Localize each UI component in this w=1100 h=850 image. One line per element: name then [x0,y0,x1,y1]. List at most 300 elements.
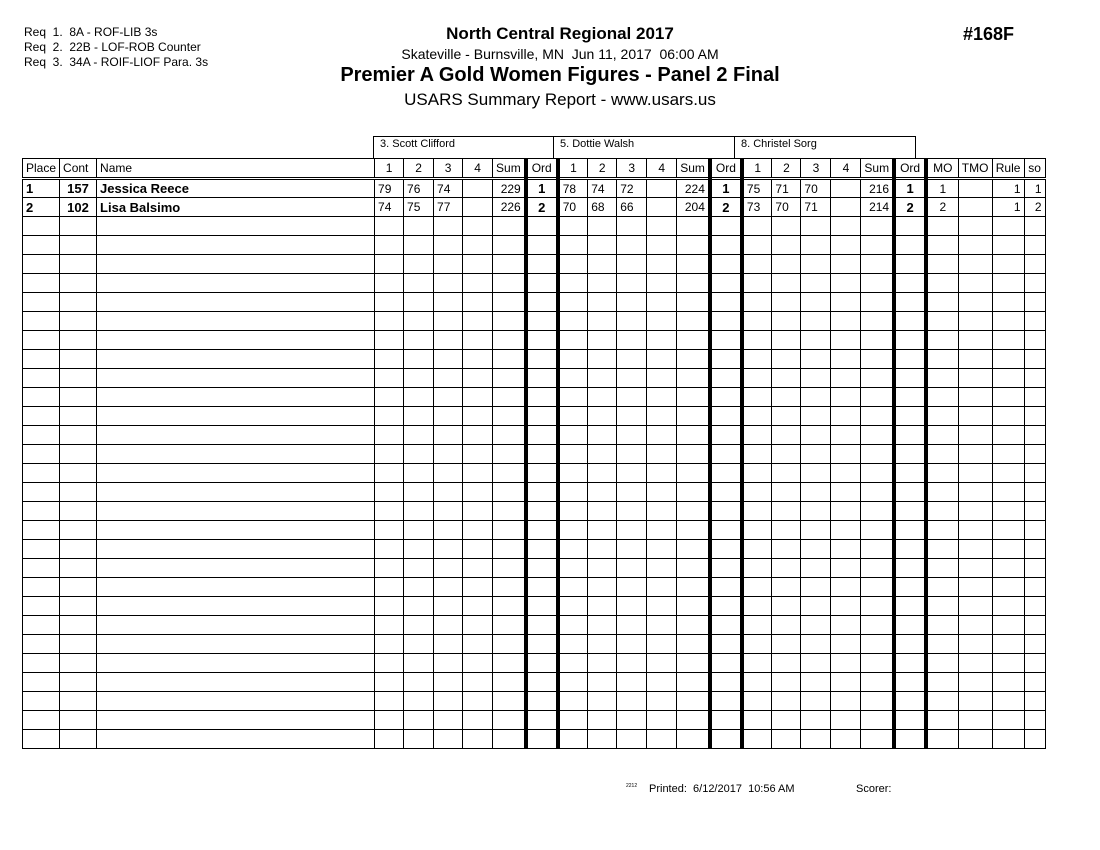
cell-mo [926,388,958,407]
cell-j3-ord: 2 [894,198,926,217]
cell-j2-s3 [617,445,647,464]
cell-place [23,635,60,654]
cell-j2-sum [677,407,710,426]
cell-j1-s3 [434,597,463,616]
cell-j3-ord [894,635,926,654]
cell-j2-s1: 78 [558,179,588,198]
col-cont: Cont [60,159,97,179]
cell-place [23,597,60,616]
empty-row [23,331,1046,350]
cell-j1-s2 [404,730,434,749]
cell-mo [926,331,958,350]
cell-mo [926,426,958,445]
cell-so [1024,616,1045,635]
cell-j1-sum [493,654,526,673]
cell-j2-s3 [617,654,647,673]
cell-tmo [958,312,992,331]
cell-j3-s2 [772,597,801,616]
cell-j3-s1 [742,331,772,350]
cell-mo [926,312,958,331]
cell-j1-s2 [404,426,434,445]
cell-j1-ord [526,654,558,673]
cell-rule [992,578,1024,597]
cell-j2-s3 [617,597,647,616]
cell-j1-s3 [434,711,463,730]
cell-j1-s1 [375,673,404,692]
cell-j1-ord [526,369,558,388]
empty-row [23,464,1046,483]
cell-j3-s4 [831,540,861,559]
cell-j2-s4 [647,711,677,730]
cell-j1-s2 [404,540,434,559]
cell-tmo [958,730,992,749]
cell-j1-s3 [434,388,463,407]
cell-j3-sum: 216 [861,179,894,198]
cell-j1-ord [526,426,558,445]
cell-j3-s1 [742,217,772,236]
col-mo: MO [926,159,958,179]
cell-j1-s2 [404,217,434,236]
cell-j3-s1 [742,502,772,521]
empty-row [23,388,1046,407]
cell-j1-sum: 226 [493,198,526,217]
cell-rule [992,597,1024,616]
cell-j2-s2 [588,445,617,464]
cell-j1-s2 [404,255,434,274]
cell-j2-sum [677,217,710,236]
cell-j2-s3 [617,217,647,236]
cell-j2-ord [710,274,742,293]
cell-j3-s4 [831,350,861,369]
cell-place [23,502,60,521]
cell-j3-ord [894,274,926,293]
cell-j3-s3 [801,217,831,236]
cell-j3-sum [861,464,894,483]
cell-j3-s2 [772,654,801,673]
cell-j3-s1: 73 [742,198,772,217]
cell-j1-s2 [404,236,434,255]
cell-mo [926,369,958,388]
cell-mo [926,293,958,312]
cell-j1-ord [526,559,558,578]
cell-j3-s1 [742,407,772,426]
cell-j2-s1 [558,426,588,445]
cell-j1-ord [526,616,558,635]
cell-j1-s1 [375,312,404,331]
cell-j2-s3 [617,388,647,407]
cell-j2-ord [710,673,742,692]
cell-j2-ord [710,616,742,635]
printed-timestamp: Printed: 6/12/2017 10:56 AM [649,783,795,795]
cell-mo [926,616,958,635]
cell-j1-s1 [375,654,404,673]
cell-j1-sum [493,730,526,749]
cell-j3-s2 [772,274,801,293]
cell-j3-sum [861,445,894,464]
cell-j3-s1 [742,635,772,654]
cell-so [1024,407,1045,426]
col-name: Name [97,159,375,179]
cell-j3-s4 [831,616,861,635]
cell-name [97,502,375,521]
cell-j2-ord [710,388,742,407]
cell-j1-s1 [375,730,404,749]
cell-mo [926,521,958,540]
cell-j2-sum [677,388,710,407]
cell-j3-s1 [742,616,772,635]
cell-j2-ord [710,654,742,673]
cell-j1-s1: 74 [375,198,404,217]
cell-place [23,521,60,540]
cell-mo [926,407,958,426]
cell-tmo [958,255,992,274]
cell-name [97,730,375,749]
cell-j2-sum [677,654,710,673]
cell-j2-s1 [558,673,588,692]
cell-j1-ord [526,217,558,236]
cell-j2-s1 [558,407,588,426]
cell-j3-s3 [801,673,831,692]
cell-j3-s2 [772,312,801,331]
cell-j3-s4 [831,692,861,711]
cell-j2-ord [710,312,742,331]
cell-j1-s2 [404,578,434,597]
cell-so [1024,483,1045,502]
cell-j2-s2 [588,388,617,407]
cell-j3-ord [894,369,926,388]
col-tmo: TMO [958,159,992,179]
cell-j2-sum [677,350,710,369]
cell-cont [60,540,97,559]
cell-j2-s4 [647,217,677,236]
cell-j3-ord [894,521,926,540]
cell-place [23,312,60,331]
cell-j3-ord: 1 [894,179,926,198]
cell-j1-s4 [463,426,493,445]
cell-j2-s4 [647,312,677,331]
cell-j2-sum [677,369,710,388]
cell-j1-s4 [463,502,493,521]
cell-j3-s3 [801,654,831,673]
cell-mo [926,502,958,521]
cell-j1-ord [526,388,558,407]
cell-rule [992,369,1024,388]
cell-j1-ord [526,312,558,331]
cell-tmo [958,616,992,635]
empty-row [23,407,1046,426]
cell-j2-s4 [647,673,677,692]
cell-j1-s2 [404,711,434,730]
cell-rule [992,502,1024,521]
cell-mo [926,654,958,673]
cell-j3-s2 [772,616,801,635]
cell-j1-s3 [434,692,463,711]
cell-j2-s1 [558,616,588,635]
cell-mo [926,711,958,730]
cell-j3-s3 [801,445,831,464]
cell-j2-ord [710,521,742,540]
cell-j3-s2 [772,578,801,597]
cell-so: 2 [1024,198,1045,217]
cell-j2-ord [710,730,742,749]
cell-name [97,578,375,597]
cell-mo [926,483,958,502]
cell-j1-s3 [434,521,463,540]
cell-j3-s2 [772,502,801,521]
cell-rule [992,407,1024,426]
cell-rule [992,521,1024,540]
cell-j1-ord: 1 [526,179,558,198]
cell-j2-s1 [558,483,588,502]
cell-place [23,369,60,388]
cell-j1-s2: 75 [404,198,434,217]
cell-j2-s4 [647,502,677,521]
cell-cont [60,711,97,730]
cell-j2-sum: 224 [677,179,710,198]
cell-j3-s4 [831,578,861,597]
cell-j2-s3 [617,255,647,274]
cell-j1-s2 [404,369,434,388]
cell-j3-sum [861,673,894,692]
cell-place [23,540,60,559]
cell-name [97,616,375,635]
cell-j1-ord [526,578,558,597]
cell-j2-sum [677,597,710,616]
cell-j3-s4 [831,597,861,616]
cell-j2-s2 [588,293,617,312]
cell-j3-sum [861,559,894,578]
cell-j2-s1 [558,350,588,369]
cell-j1-s4 [463,369,493,388]
cell-place [23,445,60,464]
cell-j1-sum [493,445,526,464]
cell-name [97,274,375,293]
cell-j2-sum [677,255,710,274]
cell-mo: 2 [926,198,958,217]
cell-j1-sum [493,407,526,426]
cell-j1-s4 [463,464,493,483]
cell-j3-s1 [742,483,772,502]
cell-j3-s4 [831,388,861,407]
cell-j2-sum [677,616,710,635]
cell-j3-s2 [772,293,801,312]
cell-j2-s1: 70 [558,198,588,217]
empty-row [23,692,1046,711]
cell-so [1024,597,1045,616]
cell-place: 1 [23,179,60,198]
cell-j1-s3 [434,502,463,521]
cell-j1-s2 [404,388,434,407]
cell-rule [992,217,1024,236]
cell-j1-ord [526,445,558,464]
cell-j2-s2 [588,559,617,578]
cell-j1-sum [493,312,526,331]
cell-j3-s1 [742,730,772,749]
cell-j3-ord [894,711,926,730]
cell-j3-s2 [772,540,801,559]
cell-j3-s1 [742,350,772,369]
cell-j3-sum [861,483,894,502]
cell-name [97,559,375,578]
cell-j2-s3 [617,673,647,692]
cell-j1-s4 [463,331,493,350]
cell-j3-ord [894,312,926,331]
cell-j2-s3 [617,730,647,749]
cell-j3-s2 [772,730,801,749]
col-j2-fig2: 2 [588,159,617,179]
cell-j2-sum [677,331,710,350]
cell-place [23,331,60,350]
cell-j3-s2 [772,673,801,692]
cell-name [97,597,375,616]
cell-j2-s2 [588,217,617,236]
cell-j2-s3 [617,464,647,483]
cell-so [1024,426,1045,445]
cell-mo [926,255,958,274]
cell-j1-sum [493,350,526,369]
cell-j1-s2 [404,673,434,692]
cell-j1-s1 [375,483,404,502]
cell-j1-ord [526,540,558,559]
cell-j3-sum [861,293,894,312]
cell-rule [992,464,1024,483]
cell-j2-s1 [558,578,588,597]
cell-name [97,426,375,445]
cell-j2-s1 [558,236,588,255]
cell-j2-s2 [588,635,617,654]
cell-j1-s1 [375,407,404,426]
cell-j2-sum [677,692,710,711]
cell-j2-s3 [617,369,647,388]
cell-j1-sum [493,426,526,445]
cell-name: Lisa Balsimo [97,198,375,217]
empty-row [23,730,1046,749]
cell-j2-s3 [617,635,647,654]
cell-rule [992,654,1024,673]
cell-j1-s4 [463,445,493,464]
cell-j1-s1 [375,635,404,654]
cell-j3-s3 [801,483,831,502]
cell-name [97,331,375,350]
cell-place [23,616,60,635]
cell-j1-s3 [434,616,463,635]
cell-j3-ord [894,654,926,673]
cell-j3-ord [894,426,926,445]
cell-j1-sum [493,293,526,312]
requirement-2: Req 2. 22B - LOF-ROB Counter [24,40,201,54]
cell-so [1024,540,1045,559]
empty-row [23,255,1046,274]
cell-j2-ord [710,426,742,445]
cell-j3-sum [861,730,894,749]
cell-j3-ord [894,730,926,749]
cell-j1-s1 [375,464,404,483]
cell-j1-s4 [463,597,493,616]
cell-j3-ord [894,350,926,369]
cell-j3-sum [861,692,894,711]
cell-j3-s2 [772,464,801,483]
requirement-1: Req 1. 8A - ROF-LIB 3s [24,25,158,39]
cell-j3-s4 [831,502,861,521]
cell-j2-s4 [647,445,677,464]
cell-j3-s3 [801,502,831,521]
cell-j1-s3 [434,236,463,255]
cell-name [97,540,375,559]
cell-cont [60,597,97,616]
cell-j3-s2 [772,426,801,445]
cell-cont [60,483,97,502]
cell-j2-s2 [588,274,617,293]
cell-j2-ord: 1 [710,179,742,198]
cell-j3-ord [894,578,926,597]
cell-tmo [958,521,992,540]
cell-j1-s4 [463,312,493,331]
cell-j1-s4 [463,692,493,711]
cell-j3-sum [861,350,894,369]
col-so: so [1024,159,1045,179]
cell-name [97,483,375,502]
cell-so [1024,730,1045,749]
cell-cont: 157 [60,179,97,198]
cell-so [1024,502,1045,521]
cell-j3-s3 [801,635,831,654]
cell-j1-s3 [434,654,463,673]
cell-tmo [958,388,992,407]
cell-so [1024,274,1045,293]
cell-name [97,464,375,483]
cell-j1-s2 [404,559,434,578]
cell-j1-ord [526,293,558,312]
cell-j3-ord [894,464,926,483]
cell-j1-s3: 74 [434,179,463,198]
cell-j3-s1 [742,540,772,559]
cell-j2-s4 [647,597,677,616]
cell-j1-s3 [434,483,463,502]
cell-j1-s1 [375,331,404,350]
cell-j3-s1 [742,426,772,445]
cell-j1-s4 [463,635,493,654]
cell-j3-sum [861,407,894,426]
cell-j3-s1 [742,597,772,616]
cell-j1-s4 [463,559,493,578]
cell-j1-s4 [463,217,493,236]
cell-j3-sum [861,635,894,654]
cell-j1-s4 [463,293,493,312]
cell-j3-s3 [801,255,831,274]
cell-j1-s3 [434,464,463,483]
cell-j2-s1 [558,559,588,578]
cell-j3-s1 [742,293,772,312]
cell-j3-s3: 70 [801,179,831,198]
cell-j1-s2 [404,312,434,331]
cell-name [97,217,375,236]
cell-j2-s4 [647,654,677,673]
cell-j2-s4 [647,635,677,654]
cell-j1-sum [493,711,526,730]
cell-mo [926,597,958,616]
cell-j3-s4 [831,236,861,255]
cell-j1-s1 [375,388,404,407]
col-j1-fig4: 4 [463,159,493,179]
cell-j1-s4 [463,255,493,274]
cell-j2-ord [710,502,742,521]
event-code: #168F [963,24,1015,44]
cell-j3-ord [894,540,926,559]
cell-j1-s3 [434,255,463,274]
cell-so [1024,559,1045,578]
requirements-list [24,25,208,70]
cell-j1-sum [493,255,526,274]
